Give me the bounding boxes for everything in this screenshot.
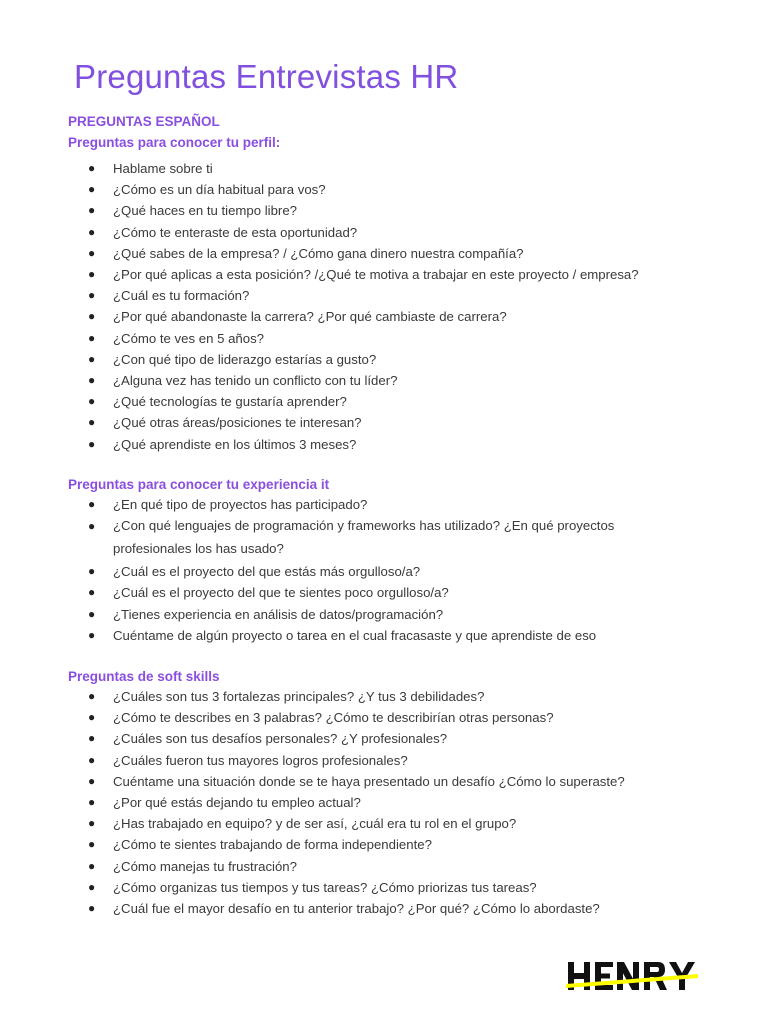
list-item: ● ¿Cuál fue el mayor desafío en tu anterior trabajo? ¿Por qué? ¿Cómo lo abordaste? — [0, 898, 700, 919]
list-item: ● ¿Alguna vez has tenido un conflicto con tu líder? — [0, 370, 700, 391]
list-item: ● ¿Cómo te ves en 5 años? — [0, 328, 700, 349]
bullet-icon: ● — [88, 203, 96, 218]
list-item: ● ¿Cómo te describes en 3 palabras? ¿Cómo te describirían otras personas? — [0, 707, 700, 728]
document-title: Preguntas Entrevistas HR — [74, 58, 459, 95]
language-heading: PREGUNTAS ESPAÑOL — [68, 114, 220, 129]
list-item: ● ¿Por qué abandonaste la carrera? ¿Por qué cambiaste de carrera? — [0, 306, 700, 327]
bullet-icon: ● — [88, 585, 96, 600]
bullet-icon: ● — [88, 816, 96, 831]
question-list-soft-skills — [0, 686, 700, 919]
bullet-icon: ● — [88, 182, 96, 197]
list-item: ● ¿En qué tipo de proyectos has participado? — [0, 494, 700, 515]
bullet-icon: ● — [88, 436, 96, 451]
list-item: ● ¿Cómo organizas tus tiempos y tus tareas? ¿Cómo priorizas tus tareas? — [0, 877, 700, 898]
list-item: ● ¿Cuáles fueron tus mayores logros profesionales? — [0, 750, 700, 771]
bullet-icon: ● — [88, 288, 96, 303]
list-item: ● ¿Cómo te sientes trabajando de forma independiente? — [0, 834, 700, 855]
bullet-icon: ● — [88, 519, 96, 534]
bullet-icon: ● — [88, 497, 96, 511]
list-item: ● ¿Por qué aplicas a esta posición? /¿Qué te motiva a trabajar en este proyecto / empresa? — [0, 264, 700, 285]
bullet-icon: ● — [88, 710, 96, 725]
bullet-icon: ● — [88, 901, 96, 916]
bullet-icon: ● — [88, 689, 96, 703]
bullet-icon: ● — [88, 858, 96, 873]
bullet-icon: ● — [88, 627, 96, 642]
list-item: ● ¿Qué haces en tu tiempo libre? — [0, 200, 700, 221]
list-item: ● ¿Cómo es un día habitual para vos? — [0, 179, 700, 200]
list-item: ● ¿Qué otras áreas/posiciones te interesan? — [0, 412, 700, 433]
list-item: ● Hablame sobre ti — [0, 158, 700, 179]
list-item: ● ¿Qué tecnologías te gustaría aprender? — [0, 391, 700, 412]
bullet-icon: ● — [88, 373, 96, 388]
bullet-icon: ● — [88, 773, 96, 788]
list-item: ● ¿Con qué lenguajes de programación y frameworks has utilizado? ¿En qué proyectos profesionales los has usado? — [0, 515, 700, 560]
list-item: ● ¿Cuáles son tus desafíos personales? ¿Y profesionales? — [0, 728, 700, 749]
list-item: ● ¿Qué sabes de la empresa? / ¿Cómo gana dinero nuestra compañía? — [0, 243, 700, 264]
bullet-icon: ● — [88, 224, 96, 239]
bullet-icon: ● — [88, 879, 96, 894]
list-item: ● ¿Tienes experiencia en análisis de datos/programación? — [0, 604, 700, 625]
henry-logo — [566, 958, 698, 998]
section-heading-perfil: Preguntas para conocer tu perfil: — [68, 135, 281, 150]
bullet-icon: ● — [88, 309, 96, 324]
section-heading-experiencia: Preguntas para conocer tu experiencia it — [68, 477, 330, 492]
list-item: ● ¿Cómo te enteraste de esta oportunidad? — [0, 222, 700, 243]
list-item: ● ¿Cuál es el proyecto del que te sientes poco orgulloso/a? — [0, 582, 700, 603]
bullet-icon: ● — [88, 837, 96, 852]
bullet-icon: ● — [88, 795, 96, 810]
bullet-icon: ● — [88, 564, 96, 579]
bullet-icon: ● — [88, 245, 96, 260]
bullet-icon: ● — [88, 606, 96, 621]
list-item: ● ¿Cuáles son tus 3 fortalezas principales? ¿Y tus 3 debilidades? — [0, 686, 700, 707]
list-item: ● ¿Cómo manejas tu frustración? — [0, 856, 700, 877]
list-item: ● ¿Qué aprendiste en los últimos 3 meses? — [0, 434, 700, 455]
bullet-icon: ● — [88, 351, 96, 366]
list-item: ● ¿Has trabajado en equipo? y de ser así, ¿cuál era tu rol en el grupo? — [0, 813, 700, 834]
question-list-perfil — [0, 158, 700, 455]
list-item: ● ¿Cuál es tu formación? — [0, 285, 700, 306]
list-item: ● ¿Cuál es el proyecto del que estás más orgulloso/a? — [0, 561, 700, 582]
list-item: ● Cuéntame de algún proyecto o tarea en el cual fracasaste y que aprendiste de eso — [0, 625, 700, 646]
bullet-icon: ● — [88, 330, 96, 345]
bullet-icon: ● — [88, 267, 96, 282]
list-item: ● ¿Por qué estás dejando tu empleo actual? — [0, 792, 700, 813]
bullet-icon: ● — [88, 394, 96, 409]
bullet-icon: ● — [88, 752, 96, 767]
section-heading-soft-skills: Preguntas de soft skills — [68, 669, 220, 684]
list-item: ● Cuéntame una situación donde se te haya presentado un desafío ¿Cómo lo superaste? — [0, 771, 700, 792]
bullet-icon: ● — [88, 415, 96, 430]
question-list-experiencia — [0, 494, 700, 646]
list-item: ● ¿Con qué tipo de liderazgo estarías a gusto? — [0, 349, 700, 370]
bullet-icon: ● — [88, 161, 96, 175]
bullet-icon: ● — [88, 731, 96, 746]
